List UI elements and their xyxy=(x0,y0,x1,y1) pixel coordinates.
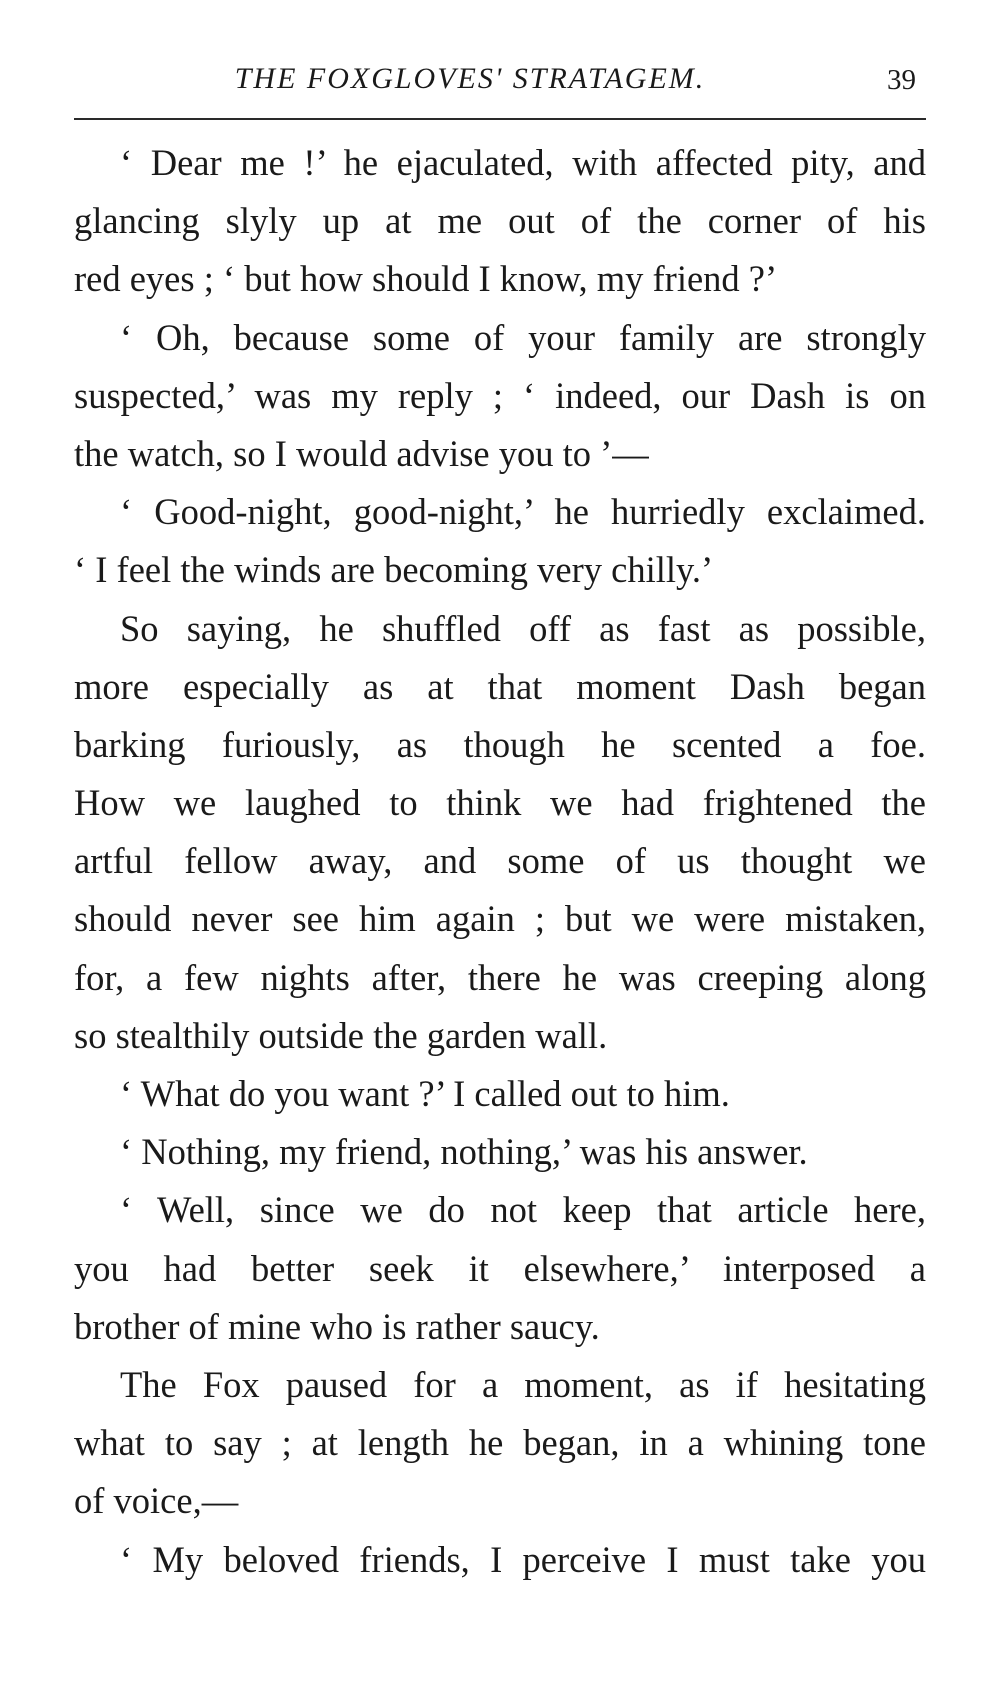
text-line: The Fox paused for a moment, as if hesitating xyxy=(120,1363,926,1405)
text-line: brother of mine who is rather saucy. xyxy=(74,1305,600,1347)
text-line: ‘ Nothing, my friend, nothing,’ was his answer. xyxy=(120,1131,808,1173)
text-line: ‘ Oh, because some of your family are strongly xyxy=(120,316,926,358)
text-line: barking furiously, as though he scented a foe. xyxy=(74,723,926,765)
page-number: 39 xyxy=(887,64,916,96)
text-line: ‘ My beloved friends, I perceive I must take you xyxy=(120,1538,926,1580)
text-line: glancing slyly up at me out of the corner of his xyxy=(74,200,926,242)
running-head xyxy=(84,62,916,108)
text-line: How we laughed to think we had frightened the xyxy=(74,782,926,824)
header-rule xyxy=(74,118,926,120)
text-line: ‘ Well, since we do not keep that article here, xyxy=(120,1189,926,1231)
text-line: more especially as at that moment Dash began xyxy=(74,665,926,707)
text-line: of voice,— xyxy=(74,1480,239,1522)
running-title: THE FOXGLOVES' STRATAGEM. xyxy=(234,62,706,95)
text-line: So saying, he shuffled off as fast as possible, xyxy=(120,607,926,649)
text-line: artful fellow away, and some of us thought we xyxy=(74,840,926,882)
text-line: suspected,’ was my reply ; ‘ indeed, our Dash is on xyxy=(74,374,926,416)
text-line: ‘ Dear me !’ he ejaculated, with affected pity, and xyxy=(120,142,926,183)
text-line: the watch, so I would advise you to ’— xyxy=(74,432,649,474)
text-line: what to say ; at length he began, in a whining tone xyxy=(74,1422,926,1464)
text-line: for, a few nights after, there he was creeping along xyxy=(74,956,926,998)
text-line: should never see him again ; but we were mistaken, xyxy=(74,898,926,940)
body-text xyxy=(74,134,926,1589)
text-line: red eyes ; ‘ but how should I know, my friend ?’ xyxy=(74,258,778,300)
text-line: you had better seek it elsewhere,’ interposed a xyxy=(74,1247,926,1289)
text-line: so stealthily outside the garden wall. xyxy=(74,1014,608,1056)
text-line: ‘ Good-night, good-night,’ he hurriedly exclaimed. xyxy=(120,491,926,533)
text-line: ‘ I feel the winds are becoming very chilly.’ xyxy=(74,549,714,591)
text-line: ‘ What do you want ?’ I called out to him. xyxy=(120,1073,730,1114)
